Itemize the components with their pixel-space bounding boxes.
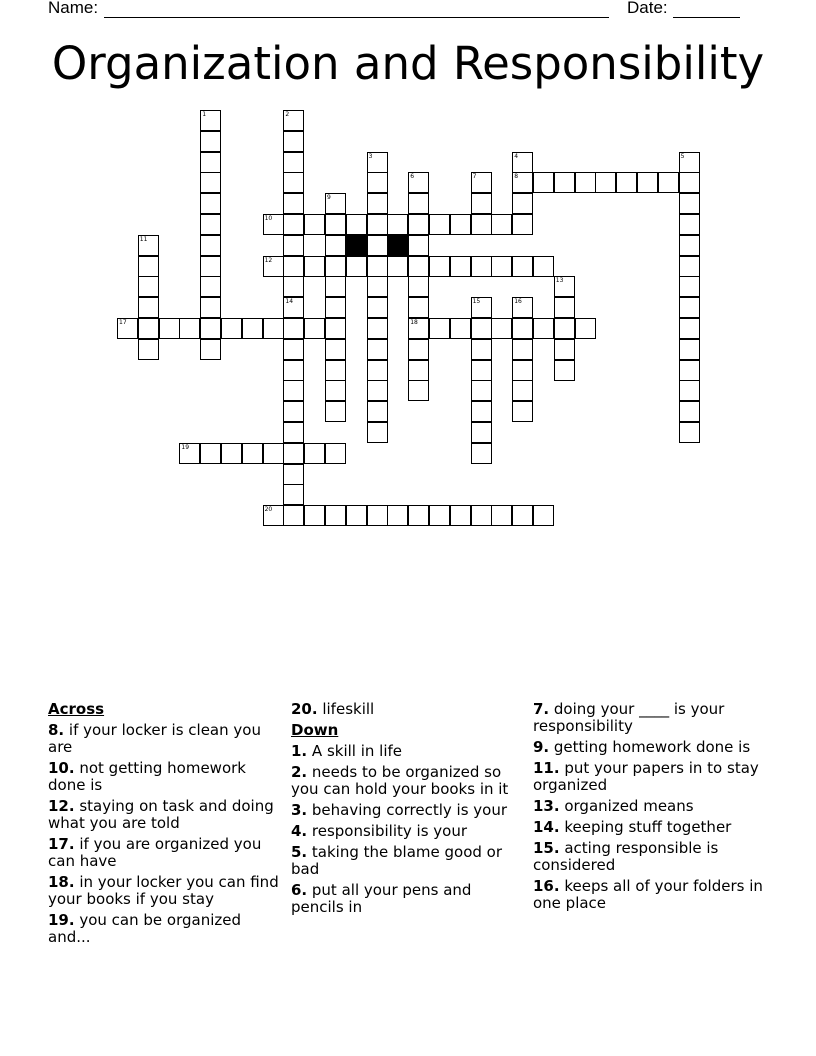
grid-cell[interactable]	[429, 214, 450, 235]
grid-cell[interactable]	[408, 380, 429, 401]
clue-number: 1	[202, 111, 207, 118]
grid-cell[interactable]	[200, 131, 221, 152]
grid-cell[interactable]	[658, 172, 679, 193]
grid-cell[interactable]	[637, 172, 658, 193]
grid-cell[interactable]	[283, 193, 304, 214]
grid-cell[interactable]	[138, 318, 159, 339]
date-label: Date:	[627, 0, 668, 17]
grid-cell[interactable]	[367, 172, 388, 193]
clue-down-1: 1. A skill in life	[291, 742, 402, 760]
grid-cell[interactable]	[283, 235, 304, 256]
clues-column-1	[48, 701, 284, 950]
grid-cell[interactable]	[387, 505, 408, 526]
grid-cell[interactable]	[325, 193, 346, 214]
grid-cell[interactable]	[283, 297, 304, 318]
grid-cell[interactable]	[283, 110, 304, 131]
grid-cell[interactable]	[283, 464, 304, 485]
grid-cell[interactable]	[367, 360, 388, 381]
grid-cell[interactable]	[429, 318, 450, 339]
grid-cell[interactable]	[471, 318, 492, 339]
grid-cell[interactable]	[533, 256, 554, 277]
clue-number: 10	[264, 215, 273, 222]
clue-across-20: 20. lifeskill	[291, 700, 375, 718]
grid-cell[interactable]	[283, 256, 304, 277]
grid-cell[interactable]	[283, 276, 304, 297]
grid-cell[interactable]	[200, 152, 221, 173]
clue-down-16: 16. keeps all of your folders in one place	[533, 877, 763, 912]
grid-cell[interactable]	[283, 339, 304, 360]
grid-cell[interactable]	[367, 276, 388, 297]
grid-cell[interactable]	[325, 276, 346, 297]
grid-cell[interactable]	[367, 318, 388, 339]
grid-cell[interactable]	[512, 297, 533, 318]
clue-number: 17	[119, 319, 127, 326]
grid-cell[interactable]	[283, 380, 304, 401]
grid-cell[interactable]	[408, 318, 429, 339]
grid-cell[interactable]	[679, 152, 700, 173]
clue-number: 4	[514, 152, 519, 160]
grid-cell[interactable]	[283, 172, 304, 193]
name-label: Name:	[48, 0, 99, 17]
grid-cell[interactable]	[408, 235, 429, 256]
grid-cell[interactable]	[325, 360, 346, 381]
grid-cell[interactable]	[325, 505, 346, 526]
grid-cell[interactable]	[200, 235, 221, 256]
grid-cell[interactable]	[325, 401, 346, 422]
clue-across-19: 19. you can be organized and...	[48, 911, 241, 946]
clue-number: 16	[514, 298, 522, 306]
grid-cell[interactable]	[679, 422, 700, 443]
grid-cell[interactable]	[367, 235, 388, 256]
grid-cell[interactable]	[200, 110, 221, 131]
grid-cell[interactable]	[471, 256, 492, 277]
grid-cell[interactable]	[554, 339, 575, 360]
grid-cell[interactable]	[283, 131, 304, 152]
grid-cell[interactable]	[512, 360, 533, 381]
clue-across-17: 17. if you are organized you can have	[48, 835, 262, 870]
grid-cell[interactable]	[471, 297, 492, 318]
clue-number: 7	[472, 173, 477, 181]
grid-cell[interactable]	[429, 505, 450, 526]
grid-cell[interactable]	[512, 505, 533, 526]
grid-cell[interactable]	[679, 172, 700, 193]
grid-cell[interactable]	[679, 193, 700, 214]
grid-cell[interactable]	[367, 505, 388, 526]
grid-cell[interactable]	[554, 297, 575, 318]
grid-cell[interactable]	[408, 276, 429, 297]
clue-down-7: 7. doing your ____ is your responsibility	[533, 700, 725, 735]
grid-cell[interactable]	[200, 214, 221, 235]
grid-cell[interactable]	[367, 422, 388, 443]
page-title: Organization and Responsibility	[51, 37, 765, 90]
grid-cell[interactable]	[138, 235, 159, 256]
grid-cell[interactable]	[283, 484, 304, 505]
grid-cell[interactable]	[450, 505, 471, 526]
grid-cell[interactable]	[200, 443, 221, 464]
grid-cell[interactable]	[471, 401, 492, 422]
clue-down-6: 6. put all your pens and pencils in	[291, 881, 472, 916]
grid-cell[interactable]	[512, 152, 533, 173]
clue-across-12: 12. staying on task and doing what you are told	[48, 797, 274, 832]
grid-cell[interactable]	[471, 380, 492, 401]
grid-cell[interactable]	[408, 505, 429, 526]
grid-cell[interactable]	[471, 193, 492, 214]
grid-cell[interactable]	[179, 443, 200, 464]
grid-cell[interactable]	[367, 339, 388, 360]
clue-number: 18	[410, 319, 418, 326]
grid-cell[interactable]	[179, 318, 200, 339]
grid-cell[interactable]	[283, 214, 304, 235]
grid-cell[interactable]	[304, 256, 325, 277]
grid-cell[interactable]	[512, 214, 533, 235]
grid-cell[interactable]	[387, 214, 408, 235]
clue-down-9: 9. getting homework done is	[533, 738, 751, 756]
grid-cell[interactable]	[450, 256, 471, 277]
grid-cell[interactable]	[283, 318, 304, 339]
grid-cell[interactable]	[325, 339, 346, 360]
grid-cell[interactable]	[325, 214, 346, 235]
clue-number: 2	[285, 111, 290, 118]
clue-down-3: 3. behaving correctly is your	[291, 801, 508, 819]
clue-number: 19	[181, 443, 190, 451]
grid-cell[interactable]	[595, 172, 616, 193]
clue-down-11: 11. put your papers in to stay organized	[533, 759, 759, 794]
grid-cell[interactable]	[367, 380, 388, 401]
clue-number: 12	[264, 256, 273, 264]
grid-cell[interactable]	[263, 318, 284, 339]
grid-cell[interactable]	[200, 339, 221, 360]
grid-cell[interactable]	[679, 380, 700, 401]
grid-cell[interactable]	[263, 505, 284, 526]
grid-cell[interactable]	[679, 360, 700, 381]
grid-cell[interactable]	[367, 401, 388, 422]
grid-cell[interactable]	[575, 172, 596, 193]
grid-cell[interactable]	[512, 318, 533, 339]
grid-cell[interactable]	[471, 214, 492, 235]
grid-cell[interactable]	[471, 505, 492, 526]
grid-cell[interactable]	[533, 505, 554, 526]
grid-cell[interactable]	[408, 256, 429, 277]
grid-cell[interactable]	[512, 380, 533, 401]
clues-column-2	[291, 701, 527, 920]
grid-cell[interactable]	[533, 172, 554, 193]
grid-cell[interactable]	[679, 339, 700, 360]
grid-cell[interactable]	[304, 443, 325, 464]
clue-down-4: 4. responsibility is your	[291, 822, 468, 840]
grid-cell[interactable]	[283, 422, 304, 443]
grid-cell[interactable]	[242, 318, 263, 339]
grid-cell[interactable]	[138, 339, 159, 360]
grid-cell[interactable]	[367, 214, 388, 235]
grid-cell[interactable]	[367, 152, 388, 173]
grid-cell[interactable]	[221, 443, 242, 464]
clue-number: 13	[555, 277, 564, 285]
grid-cell[interactable]	[325, 380, 346, 401]
grid-cell[interactable]	[346, 505, 367, 526]
clue-down-13: 13. organized means	[533, 797, 694, 815]
grid-cell[interactable]	[304, 505, 325, 526]
grid-cell[interactable]	[200, 256, 221, 277]
clue-number: 8	[514, 173, 519, 181]
grid-cell[interactable]	[200, 193, 221, 214]
clue-down-15: 15. acting responsible is considered	[533, 839, 719, 874]
grid-cell[interactable]	[679, 318, 700, 339]
grid-cell[interactable]	[387, 256, 408, 277]
grid-cell[interactable]	[471, 443, 492, 464]
clue-number: 6	[410, 173, 415, 181]
grid-cell[interactable]	[408, 297, 429, 318]
clue-number: 11	[139, 235, 148, 243]
grid-cell[interactable]	[283, 443, 304, 464]
grid-cell[interactable]	[512, 339, 533, 360]
grid-cell[interactable]	[200, 318, 221, 339]
grid-cell[interactable]	[367, 193, 388, 214]
grid-cell[interactable]	[283, 401, 304, 422]
grid-cell[interactable]	[325, 297, 346, 318]
grid-cell[interactable]	[283, 152, 304, 173]
across-heading: Across	[48, 700, 105, 718]
grid-cell[interactable]	[471, 422, 492, 443]
grid-cell[interactable]	[304, 318, 325, 339]
clues-column-3	[533, 701, 769, 916]
grid-cell[interactable]	[512, 401, 533, 422]
clue-across-8: 8. if your locker is clean you are	[48, 721, 261, 756]
grid-cell[interactable]	[512, 256, 533, 277]
grid-cell[interactable]	[575, 318, 596, 339]
grid-cell[interactable]	[512, 193, 533, 214]
grid-cell[interactable]	[367, 256, 388, 277]
grid-cell[interactable]	[346, 214, 367, 235]
grid-cell[interactable]	[491, 256, 512, 277]
grid-cell[interactable]	[471, 360, 492, 381]
grid-cell[interactable]	[408, 172, 429, 193]
grid-cell[interactable]	[679, 401, 700, 422]
grid-cell[interactable]	[554, 318, 575, 339]
grid-cell[interactable]	[283, 360, 304, 381]
grid-cell[interactable]	[283, 505, 304, 526]
grid-cell[interactable]	[554, 360, 575, 381]
grid-cell[interactable]	[263, 443, 284, 464]
grid-cell[interactable]	[346, 256, 367, 277]
grid-cell[interactable]	[471, 172, 492, 193]
grid-cell[interactable]	[471, 339, 492, 360]
grid-cell[interactable]	[263, 256, 284, 277]
clue-number: 20	[264, 506, 273, 514]
clue-down-5: 5. taking the blame good or bad	[291, 843, 503, 878]
grid-cell[interactable]	[491, 318, 512, 339]
grid-cell[interactable]	[325, 235, 346, 256]
grid-cell[interactable]	[117, 318, 138, 339]
grid-cell[interactable]	[491, 505, 512, 526]
clue-down-2: 2. needs to be organized so you can hold your books in it	[291, 763, 509, 798]
grid-cell[interactable]	[200, 172, 221, 193]
clue-across-18: 18. in your locker you can find your books if you stay	[48, 873, 279, 908]
grid-cell[interactable]	[408, 339, 429, 360]
grid-cell[interactable]	[679, 276, 700, 297]
grid-cell[interactable]	[679, 235, 700, 256]
grid-cell[interactable]	[159, 318, 180, 339]
grid-cell[interactable]	[304, 214, 325, 235]
grid-cell[interactable]	[679, 297, 700, 318]
grid-cell[interactable]	[325, 443, 346, 464]
clue-number: 9	[327, 194, 331, 202]
grid-cell[interactable]	[408, 360, 429, 381]
grid-cell[interactable]	[533, 318, 554, 339]
grid-cell[interactable]	[138, 276, 159, 297]
black-cell	[346, 235, 367, 256]
grid-cell[interactable]	[221, 318, 242, 339]
grid-cell[interactable]	[491, 214, 512, 235]
grid-cell[interactable]	[138, 297, 159, 318]
clue-across-10: 10. not getting homework done is	[48, 759, 246, 794]
grid-cell[interactable]	[325, 318, 346, 339]
grid-cell[interactable]	[263, 214, 284, 235]
grid-cell[interactable]	[408, 193, 429, 214]
clue-down-14: 14. keeping stuff together	[533, 818, 732, 836]
grid-cell[interactable]	[429, 256, 450, 277]
grid-cell[interactable]	[408, 214, 429, 235]
grid-cell[interactable]	[616, 172, 637, 193]
grid-cell[interactable]	[200, 276, 221, 297]
grid-cell[interactable]	[450, 214, 471, 235]
clue-number: 15	[472, 298, 481, 306]
grid-cell[interactable]	[554, 276, 575, 297]
grid-cell[interactable]	[325, 256, 346, 277]
grid-cell[interactable]	[242, 443, 263, 464]
grid-cell[interactable]	[679, 256, 700, 277]
clue-number: 3	[368, 152, 373, 160]
grid-cell[interactable]	[200, 297, 221, 318]
black-cell	[387, 235, 408, 256]
grid-cell[interactable]	[367, 297, 388, 318]
grid-cell[interactable]	[450, 318, 471, 339]
grid-cell[interactable]	[138, 256, 159, 277]
down-heading: Down	[291, 721, 339, 739]
clue-number: 14	[285, 298, 294, 306]
clue-number: 5	[680, 152, 685, 160]
grid-cell[interactable]	[554, 172, 575, 193]
grid-cell[interactable]	[512, 172, 533, 193]
grid-cell[interactable]	[679, 214, 700, 235]
